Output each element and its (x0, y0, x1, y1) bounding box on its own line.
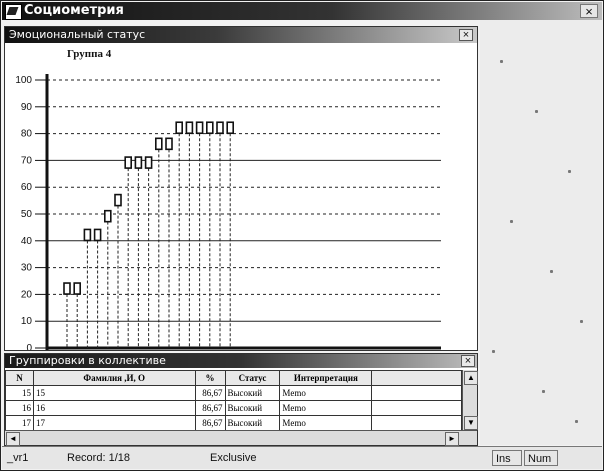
y-tick-label: 30 (20, 262, 32, 274)
data-point-marker (125, 157, 131, 168)
data-point-marker (197, 122, 203, 133)
cell-name[interactable]: 15 (33, 386, 195, 401)
table-header-row (6, 371, 462, 386)
scroll-up-button[interactable]: ▲ (464, 371, 478, 385)
cell-status[interactable]: Высокий (225, 416, 280, 431)
app-logo-icon (5, 4, 22, 20)
cell-name[interactable]: 17 (33, 416, 195, 431)
y-tick-label: 20 (20, 289, 32, 301)
table-row[interactable] (6, 386, 462, 401)
data-point-marker (135, 157, 141, 168)
column-header-interpretation[interactable]: Интерпретация (280, 371, 372, 386)
y-tick-label: 70 (20, 155, 32, 167)
data-point-marker (207, 122, 213, 133)
y-tick-label: 90 (20, 101, 32, 113)
cell-n[interactable]: 16 (6, 401, 34, 416)
data-point-marker (186, 122, 192, 133)
cell-n[interactable]: 17 (6, 416, 34, 431)
emotional-status-chart (5, 44, 477, 350)
data-point-marker (64, 283, 70, 294)
groupings-window (4, 353, 478, 446)
data-point-marker (166, 138, 172, 149)
app-title: Социометрия (24, 3, 124, 18)
data-point-marker (217, 122, 223, 133)
cell-empty (372, 416, 462, 431)
cell-status[interactable]: Высокий (225, 386, 280, 401)
emotional-status-title-bar[interactable] (5, 27, 477, 43)
cell-interpretation[interactable]: Memo (280, 401, 372, 416)
y-tick-label: 40 (20, 235, 32, 247)
cell-interpretation[interactable]: Memo (280, 416, 372, 431)
data-point-marker (156, 138, 162, 149)
status-bar (2, 446, 602, 469)
column-header-n[interactable]: N (6, 371, 34, 386)
y-tick-label: 80 (20, 128, 32, 140)
cell-interpretation[interactable]: Memo (280, 386, 372, 401)
status-record: Record: 1/18 (67, 452, 130, 464)
cell-empty (372, 401, 462, 416)
cell-status[interactable]: Высокий (225, 401, 280, 416)
status-mode: Exclusive (210, 452, 257, 464)
scroll-down-button[interactable]: ▼ (464, 416, 478, 430)
cell-percent[interactable]: 86,67 (195, 386, 225, 401)
emotional-status-close-button[interactable]: × (459, 29, 473, 41)
data-point-marker (176, 122, 182, 133)
y-tick-label: 10 (20, 316, 32, 328)
data-point-marker (146, 157, 152, 168)
groupings-table (5, 370, 462, 431)
y-tick-label: 60 (20, 182, 32, 194)
background-area (480, 20, 602, 445)
scroll-right-button[interactable]: ► (445, 432, 459, 446)
y-tick-label: 50 (20, 209, 32, 220)
status-ins-indicator: Ins (492, 450, 522, 466)
groupings-title-bar[interactable] (5, 354, 477, 368)
table-row[interactable] (6, 401, 462, 416)
column-header-percent[interactable]: % (195, 371, 225, 386)
scroll-left-button[interactable]: ◄ (6, 432, 20, 446)
table-row[interactable] (6, 416, 462, 431)
status-variable: _vr1 (7, 452, 29, 464)
data-point-marker (95, 229, 101, 240)
groupings-title: Группировки в коллективе (9, 354, 166, 367)
chart-title: Группа 4 (67, 48, 112, 60)
cell-percent[interactable]: 86,67 (195, 401, 225, 416)
column-header-name[interactable]: Фамилия ,И, О (33, 371, 195, 386)
cell-name[interactable]: 16 (33, 401, 195, 416)
data-point-marker (84, 229, 90, 240)
data-point-marker (105, 211, 111, 222)
y-tick-label: 100 (15, 75, 32, 86)
column-header-status[interactable]: Статус (225, 371, 280, 386)
emotional-status-window (4, 26, 478, 351)
data-point-marker (227, 122, 233, 133)
cell-percent[interactable]: 86,67 (195, 416, 225, 431)
groupings-close-button[interactable]: × (461, 355, 475, 367)
groupings-vertical-scrollbar[interactable] (462, 370, 477, 430)
data-point-marker (115, 195, 121, 206)
data-point-marker (74, 283, 80, 294)
status-num-indicator: Num (524, 450, 558, 466)
column-header-empty (372, 371, 462, 386)
cell-n[interactable]: 15 (6, 386, 34, 401)
emotional-status-title: Эмоциональный статус (9, 28, 146, 41)
groupings-horizontal-scrollbar[interactable] (5, 430, 477, 445)
app-title-bar[interactable] (2, 2, 602, 20)
y-tick-label: 0 (26, 343, 32, 350)
cell-empty (372, 386, 462, 401)
app-close-button[interactable]: × (580, 4, 598, 18)
